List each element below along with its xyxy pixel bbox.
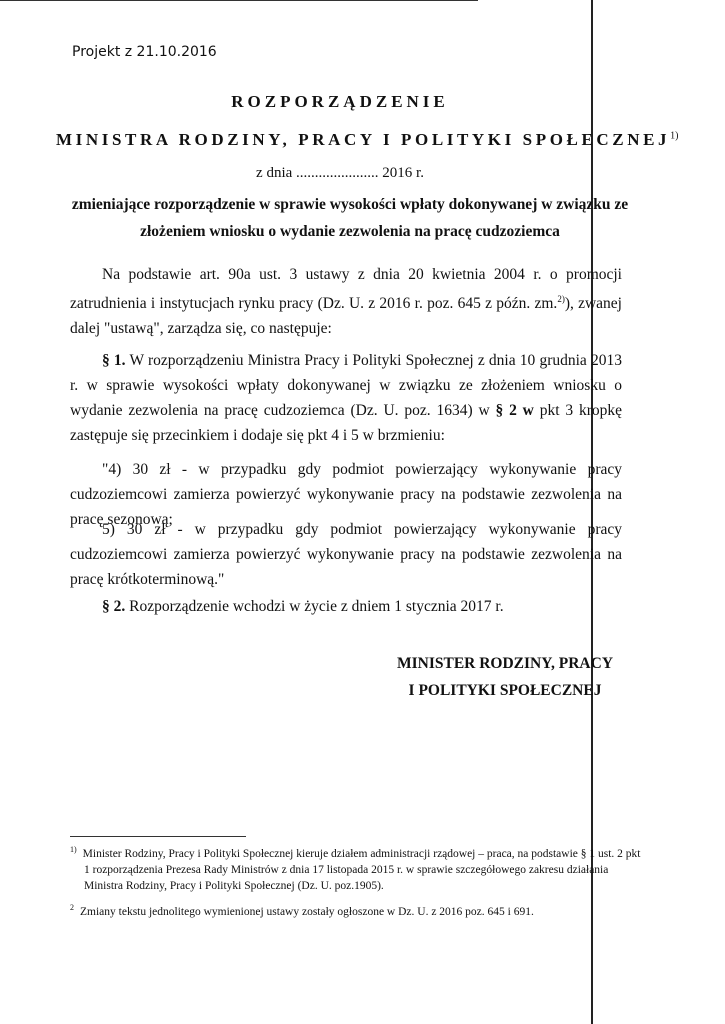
section-1-label: § 1. (102, 352, 126, 369)
document-title: ROZPORZĄDZENIE (231, 92, 449, 111)
footnote-rule (70, 836, 246, 837)
signature-line-1: MINISTER RODZINY, PRACY (396, 655, 614, 672)
signature-block (360, 650, 650, 704)
issuer-title (56, 130, 679, 150)
preamble-text-a: Na podstawie art. 90a ust. 3 ustawy z dnia 20 kwietnia 2004 r. o promocji zatrudnienia i instytucjach rynku pracy (Dz. U. z 2016 r. poz. 645 z późn. zm. (70, 266, 622, 313)
top-rule (0, 0, 478, 1)
footnote-2-mark: 2 (70, 903, 74, 912)
footnote-1 (70, 842, 644, 894)
point-4-paragraph: "4) 30 zł - w przypadku gdy podmiot powierzający wykonywanie pracy cudzoziemcowi zamierza powierzyć wykonywanie pracy na podstawie zezwolenia na pracę sezonową; (70, 461, 622, 528)
signature-line-2: I POLITYKI SPOŁECZNEJ (408, 682, 602, 699)
footnote-2 (70, 900, 630, 920)
issuer-footnote-mark: 1) (670, 130, 679, 142)
section-1-text-b: pkt 3 kropkę zastępuje się przecinkiem i dodaje się pkt 4 i 5 w brzmieniu: (70, 402, 622, 444)
preamble-text-b: ), zwanej dalej "ustawą", zarządza się, co następuje: (70, 295, 622, 338)
subject-line-1: zmieniające rozporządzenie w sprawie wysokości wpłaty dokonywanej w związku ze (71, 196, 629, 213)
subject-line-2: złożeniem wniosku o wydanie zezwolenia na pracę cudzoziemca (140, 223, 560, 240)
footnote-1-mark: 1) (70, 845, 77, 854)
section-2-paragraph (70, 594, 622, 619)
section-2-text: Rozporządzenie wchodzi w życie z dniem 1 stycznia 2017 r. (125, 598, 504, 615)
point-5-paragraph: 5) 30 zł - w przypadku gdy podmiot powierzający wykonywanie pracy cudzoziemcowi zamierza powierzyć wykonywanie pracy na podstawie zezwolenia na pracę krótkoterminową." (70, 521, 622, 588)
section-1-ref: § 2 w (495, 402, 534, 419)
preamble-paragraph (70, 262, 622, 341)
issuer-name: MINISTRA RODZINY, PRACY I POLITYKI SPOŁECZNEJ (56, 130, 671, 149)
document-date: z dnia ...................... 2016 r. (256, 165, 424, 181)
footnote-2-text: Zmiany tekstu jednolitego wymienionej ustawy zostały ogłoszone w Dz. U. z 2016 poz. 645 i 691. (80, 905, 534, 918)
section-2-label: § 2. (102, 598, 126, 615)
section-1-text-a: W rozporządzeniu Ministra Pracy i Polityki Społecznej z dnia 10 grudnia 2013 r. w sprawie wysokości wpłaty dokonywanej w związku ze złożeniem wniosku o wydanie zezwolenia na pracę cudzoziemca (Dz. U. poz. 1634) w (70, 352, 622, 419)
section-1-paragraph (70, 348, 622, 448)
preamble-footnote-mark: 2) (557, 294, 565, 304)
project-date: Projekt z 21.10.2016 (72, 44, 217, 60)
document-subject (60, 191, 640, 245)
footnote-1-text: Minister Rodziny, Pracy i Polityki Społecznej kieruje działem administracji rządowej – praca, na podstawie § 1 ust. 2 pkt 1 rozporządzenia Prezesa Rady Ministrów z dnia 17 listopada 2015 r. w sprawie szczegółowego zakresu działania Ministra Rodziny, Pracy i Polityki Społecznej (Dz. U. poz.1905). (82, 847, 641, 892)
